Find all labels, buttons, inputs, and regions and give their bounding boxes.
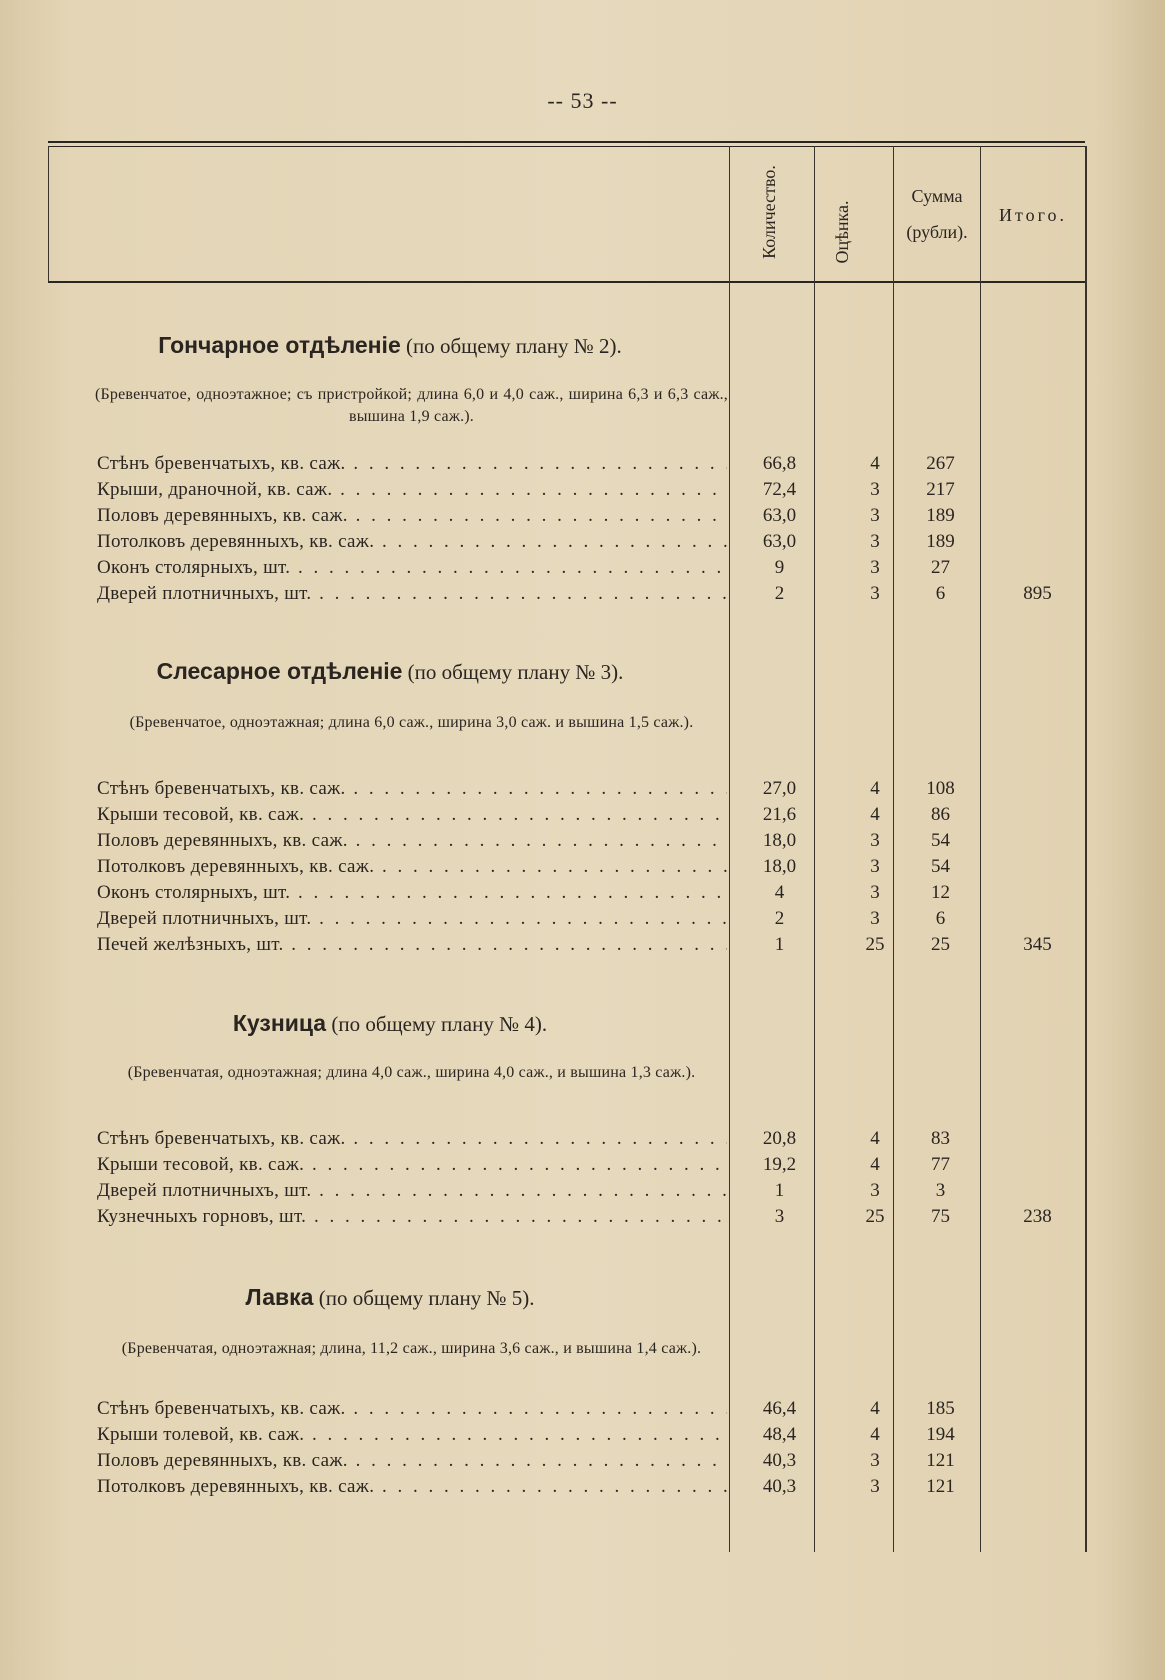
row-quantity: 21,6 [762,804,797,825]
table-row [0,557,1165,583]
row-label: Оконъ столярныхъ, шт. . . . [97,882,727,908]
row-sum: 12 [931,882,950,903]
row-sum: 25 [931,934,950,955]
row-label: Оконъ столярныхъ, шт. . . . [97,557,727,583]
table-top-rule-thin [48,146,1085,147]
row-rate: 4 [870,1154,880,1175]
row-label: Потолковъ деревянныхъ, кв. саж. . . . [97,531,727,557]
header-sum-line1: Сумма [911,186,963,206]
row-label: Потолковъ деревянныхъ, кв. саж. . . . [97,856,727,882]
row-quantity: 19,2 [762,1154,797,1175]
row-label: Печей желѣзныхъ, шт. . . . [97,934,727,960]
row-rate: 4 [870,1424,880,1445]
row-sum: 121 [926,1450,955,1471]
row-label: Половъ деревянныхъ, кв. саж. . . . [97,830,727,856]
section-description: (Бревенчатое, одноэтажное; съ пристройкой; длина 6,0 и 4,0 саж., ширина 6,3 и 6,3 саж., вышина 1,9 саж.). [95,386,728,425]
row-quantity: 4 [774,882,785,903]
table-row [0,1398,1165,1424]
row-sum: 108 [926,778,955,799]
row-rate: 4 [870,1398,880,1419]
row-label: Крыши тесовой, кв. саж. . . . [97,804,727,830]
row-quantity: 2 [774,583,785,604]
table-row [0,505,1165,531]
row-rate: 3 [870,1450,880,1471]
row-quantity: 1 [774,934,785,955]
section-plan: (по общему плану № 3). [407,660,624,684]
section-title [52,332,728,359]
table-left-border [48,146,49,282]
table-row [0,908,1165,934]
header-sum-line2: (рубли). [906,222,968,242]
row-rate: 3 [870,505,880,526]
row-total: 345 [1023,934,1052,955]
row-label: Дверей плотничныхъ, шт. . . . [97,583,727,609]
row-quantity: 20,8 [762,1128,797,1149]
row-sum: 86 [931,804,950,825]
table-row [0,856,1165,882]
row-total: 895 [1023,583,1052,604]
row-rate: 3 [870,1180,880,1201]
table-row [0,453,1165,479]
section-plan: (по общему плану № 5). [318,1286,535,1310]
header-rate: Оцѣнка. [832,200,852,264]
section-description: (Бревенчатая, одноэтажная; длина 4,0 саж., ширина 4,0 саж., и вышина 1,3 саж.). [127,1064,696,1081]
table-row [0,479,1165,505]
row-quantity: 18,0 [762,830,797,851]
section-title [52,658,728,685]
row-label: Кузнечныхъ горновъ, шт. . . . [97,1206,727,1232]
row-rate: 3 [870,830,880,851]
row-label: Крыши тесовой, кв. саж. . . . [97,1154,727,1180]
row-rate: 4 [870,1128,880,1149]
row-sum: 77 [931,1154,950,1175]
header-bottom-rule [48,281,1085,283]
row-quantity: 40,3 [762,1476,797,1497]
table-row [0,830,1165,856]
table-row [0,1476,1165,1502]
section-name: Кузница [232,1010,327,1036]
section-plan: (по общему плану № 4). [331,1012,548,1036]
page-number: -- 53 -- [547,88,618,113]
row-quantity: 63,0 [762,531,797,552]
row-rate: 3 [870,1476,880,1497]
table-row [0,1128,1165,1154]
row-quantity: 2 [774,908,785,929]
row-label: Крыши, драночной, кв. саж. . . . [97,479,727,505]
row-rate: 3 [870,856,880,877]
row-quantity: 46,4 [762,1398,797,1419]
row-rate: 4 [870,778,880,799]
row-rate: 3 [870,479,880,500]
row-sum: 189 [926,531,955,552]
row-label: Стѣнъ бревенчатыхъ, кв. саж. . . . [97,1398,727,1424]
row-rate: 4 [870,804,880,825]
table-row [0,1180,1165,1206]
row-label: Стѣнъ бревенчатыхъ, кв. саж. . . . [97,453,727,479]
row-quantity: 72,4 [762,479,797,500]
row-label: Половъ деревянныхъ, кв. саж. . . . [97,1450,727,1476]
row-quantity: 48,4 [762,1424,797,1445]
row-rate: 3 [870,557,880,578]
section-title [52,1010,728,1037]
row-sum: 54 [931,830,950,851]
row-sum: 54 [931,856,950,877]
header-total: Итого. [998,205,1068,225]
row-quantity: 3 [774,1206,785,1227]
table-row [0,531,1165,557]
row-rate: 25 [865,934,885,955]
row-sum: 3 [935,1180,946,1201]
row-rate: 4 [870,453,880,474]
row-rate: 3 [870,583,880,604]
row-rate: 3 [870,908,880,929]
row-total: 238 [1023,1206,1052,1227]
section-plan: (по общему плану № 2). [406,334,622,358]
table-row [0,1450,1165,1476]
row-quantity: 18,0 [762,856,797,877]
row-sum: 217 [926,479,955,500]
row-label: Стѣнъ бревенчатыхъ, кв. саж. . . . [97,1128,727,1154]
row-quantity: 9 [774,557,785,578]
table-row [0,1424,1165,1450]
header-quantity: Количество. [759,165,779,259]
table-row [0,882,1165,908]
row-label: Дверей плотничныхъ, шт. . . . [97,908,727,934]
row-sum: 75 [931,1206,950,1227]
row-sum: 6 [935,583,946,604]
table-row [0,804,1165,830]
row-sum: 267 [926,453,955,474]
table-row [0,1206,1165,1232]
row-sum: 27 [931,557,950,578]
row-sum: 6 [935,908,946,929]
table-top-rule [48,141,1085,143]
row-sum: 121 [926,1476,955,1497]
row-quantity: 1 [774,1180,785,1201]
row-label: Стѣнъ бревенчатыхъ, кв. саж. . . . [97,778,727,804]
table-row [0,1154,1165,1180]
row-sum: 189 [926,505,955,526]
table-row [0,778,1165,804]
section-title [52,1284,728,1311]
section-name: Гончарное отдѣленіе [158,332,401,358]
table-row [0,934,1165,960]
section-description: (Бревенчатое, одноэтажная; длина 6,0 саж., ширина 3,0 саж. и вышина 1,5 саж.). [129,714,694,731]
row-quantity: 40,3 [762,1450,797,1471]
row-quantity: 66,8 [762,453,797,474]
row-quantity: 27,0 [762,778,797,799]
row-quantity: 63,0 [762,505,797,526]
section-name: Слесарное отдѣленіе [156,658,403,684]
row-label: Потолковъ деревянныхъ, кв. саж. . . . [97,1476,727,1502]
row-label: Половъ деревянныхъ, кв. саж. . . . [97,505,727,531]
row-label: Крыши толевой, кв. саж. . . . [97,1424,727,1450]
row-rate: 25 [865,1206,885,1227]
section-name: Лавка [245,1284,314,1310]
section-description: (Бревенчатая, одноэтажная; длина, 11,2 саж., ширина 3,6 саж., и вышина 1,4 саж.). [121,1340,702,1357]
row-sum: 194 [926,1424,955,1445]
row-rate: 3 [870,531,880,552]
row-sum: 83 [931,1128,950,1149]
table-row [0,583,1165,609]
row-label: Дверей плотничныхъ, шт. . . . [97,1180,727,1206]
row-rate: 3 [870,882,880,903]
row-sum: 185 [926,1398,955,1419]
